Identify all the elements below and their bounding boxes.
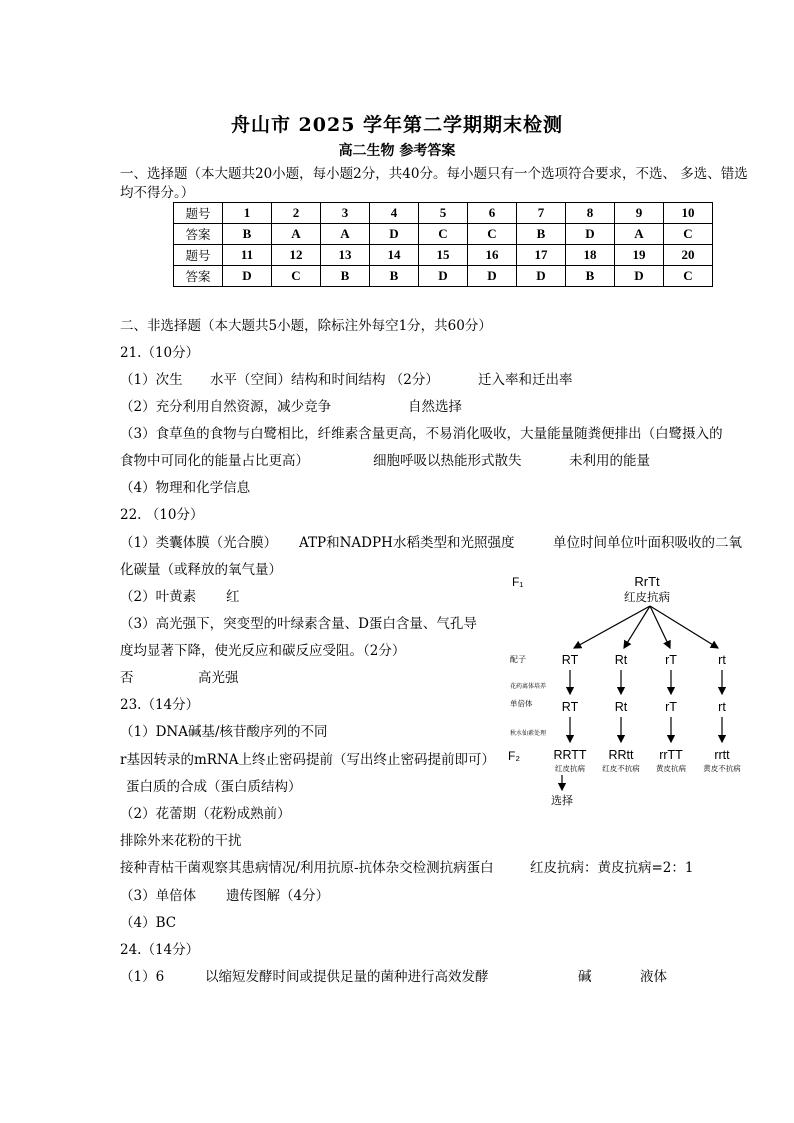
gamete-label: 配子 — [510, 655, 526, 664]
haploid: RT — [561, 700, 579, 714]
q24-title: 24.（14分） — [120, 942, 200, 958]
table-cell: 6 — [468, 203, 517, 224]
table-cell: 8 — [566, 203, 615, 224]
page-subtitle: 高二生物 参考答案 — [338, 143, 456, 159]
q22-line1c: 水稻类型和光照强度 — [393, 535, 515, 551]
table-row — [174, 203, 713, 224]
haploid-label: 单倍体 — [510, 699, 533, 708]
table-cell: D — [370, 224, 419, 245]
table-cell: 10 — [664, 203, 713, 224]
f1-label: F₁ — [512, 575, 524, 589]
table-cell: D — [419, 266, 468, 287]
q22-line2: 化碳量（或释放的氧气量） — [120, 562, 282, 578]
table-row — [174, 266, 713, 287]
q22-line6b: 高光强 — [198, 670, 239, 686]
q21-line1c: 迁入率和迁出率 — [478, 372, 573, 388]
q23-title: 23.（14分） — [120, 697, 200, 713]
q23-line6b: 红皮抗病：黄皮抗病=2：1 — [530, 860, 694, 876]
q23-line8: （4）BC — [120, 915, 177, 931]
q23-line4: （2）花蕾期（花粉成熟前） — [120, 806, 291, 822]
f2-genotype: RRtt — [608, 748, 634, 762]
q22-line3b: 红 — [226, 589, 240, 605]
q21-line2b: 自然选择 — [408, 399, 462, 415]
table-cell: D — [468, 266, 517, 287]
section2-heading: 二、非选择题（本大题共5小题，除标注外每空1分，共60分） — [120, 318, 492, 334]
f2-label: F₂ — [508, 749, 520, 763]
table-cell: 17 — [517, 245, 566, 266]
table-cell: B — [223, 224, 272, 245]
gamete: rt — [718, 653, 726, 667]
f2-phenotype: 红皮抗病 — [555, 764, 585, 773]
table-cell: 2 — [272, 203, 321, 224]
table-cell: C — [664, 224, 713, 245]
table-cell: 1 — [223, 203, 272, 224]
q22-line1d: 单位时间单位叶面积吸收的二氧 — [553, 535, 742, 551]
table-cell: C — [272, 266, 321, 287]
table-cell: 4 — [370, 203, 419, 224]
row-label: 答案 — [174, 224, 223, 245]
table-cell: D — [517, 266, 566, 287]
table-cell: 15 — [419, 245, 468, 266]
table-cell: 12 — [272, 245, 321, 266]
f2-phenotype: 黄皮抗病 — [656, 764, 686, 773]
q21-line4c: 未利用的能量 — [569, 453, 650, 469]
table-cell: 13 — [321, 245, 370, 266]
q21-line4b: 细胞呼吸以热能形式散失 — [373, 453, 522, 469]
table-cell: 14 — [370, 245, 419, 266]
table-cell: D — [566, 224, 615, 245]
table-cell: 18 — [566, 245, 615, 266]
arrow — [624, 606, 650, 648]
f2-genotype: RRTT — [553, 748, 587, 762]
table-cell: B — [566, 266, 615, 287]
section1-heading-line1: 一、选择题（本大题共20小题，每小题2分，共40分。每小题只有一个选项符合要求，不选、 多选、错选 — [120, 166, 748, 182]
f1-genotype: RrTt — [634, 574, 660, 589]
table-cell: A — [321, 224, 370, 245]
gamete: Rt — [614, 653, 628, 667]
table-cell: A — [272, 224, 321, 245]
q21-line5: （4）物理和化学信息 — [120, 480, 251, 496]
row-label: 答案 — [174, 266, 223, 287]
f2-phenotype: 红皮不抗病 — [602, 764, 640, 773]
q23-line1: （1）DNA碱基/核苷酸序列的不同 — [120, 724, 328, 740]
q21-line3: （3）食草鱼的食物与白鹭相比，纤维素含量更高，不易消化吸收，大量能量随粪便排出（白鹭摄入的 — [120, 426, 723, 442]
genetic-cross-diagram — [500, 570, 770, 815]
q22-title: 22. （10分） — [120, 507, 204, 523]
q22-line3a: （2）叶黄素 — [120, 589, 197, 605]
culture-label: 花药离体培养 — [510, 683, 547, 690]
table-cell: 7 — [517, 203, 566, 224]
arrow — [574, 606, 650, 648]
table-cell: 5 — [419, 203, 468, 224]
f1-phenotype: 红皮抗病 — [624, 590, 670, 604]
q21-line1a: （1）次生 — [120, 372, 183, 388]
table-cell: 9 — [615, 203, 664, 224]
section1-heading-line2: 均不得分。） — [120, 185, 195, 201]
f2-genotype: rrTT — [659, 748, 683, 762]
table-cell: 19 — [615, 245, 664, 266]
q23-line7a: （3）单倍体 — [120, 888, 197, 904]
treatment-label: 秋水仙素处理 — [510, 730, 547, 737]
table-cell: B — [517, 224, 566, 245]
q24-line1c: 碱 — [578, 969, 592, 985]
q22-line1a: （1）类囊体膜（光合膜） — [120, 535, 278, 551]
q22-line5: 度均显著下降，使光反应和碳反应受阻。（2分） — [120, 643, 406, 659]
q21-line1b: 水平（空间）结构和时间结构 （2分） — [210, 372, 439, 388]
row-label: 题号 — [174, 203, 223, 224]
q23-line7b: 遗传图解（4分） — [226, 888, 330, 904]
table-cell: C — [419, 224, 468, 245]
gamete: rT — [665, 653, 677, 667]
table-cell: 20 — [664, 245, 713, 266]
q21-title: 21.（10分） — [120, 345, 200, 361]
q23-line2: r基因转录的mRNA上终止密码提前（写出终止密码提前即可） — [120, 752, 495, 768]
select-label: 选择 — [551, 794, 573, 807]
table-cell: 3 — [321, 203, 370, 224]
haploid: rT — [665, 700, 677, 714]
haploid: rt — [718, 700, 726, 714]
table-cell: D — [223, 266, 272, 287]
f2-phenotype: 黄皮不抗病 — [703, 764, 741, 773]
gamete: RT — [561, 653, 579, 667]
f2-genotype: rrtt — [714, 748, 730, 762]
q21-line2a: （2）充分利用自然资源，减少竞争 — [120, 399, 332, 415]
table-cell: C — [468, 224, 517, 245]
q23-line5: 排除外来花粉的干扰 — [120, 833, 242, 849]
q24-line1a: （1）6 — [120, 969, 165, 985]
q24-line1d: 液体 — [640, 969, 667, 985]
q22-line6a: 否 — [120, 670, 134, 686]
answer-table — [173, 202, 713, 287]
page-title: 舟山市 2025 学年第二学期期末检测 — [230, 114, 564, 136]
q23-line3: 蛋白质的合成（蛋白质结构） — [126, 779, 302, 795]
q22-line1b: ATP和NADPH — [299, 535, 393, 551]
q21-line4a: 食物中可同化的能量占比更高） — [120, 453, 309, 469]
row-label: 题号 — [174, 245, 223, 266]
table-row — [174, 224, 713, 245]
table-cell: D — [615, 266, 664, 287]
table-row — [174, 245, 713, 266]
table-cell: 11 — [223, 245, 272, 266]
table-cell: C — [664, 266, 713, 287]
q22-line4: （3）高光强下，突变型的叶绿素含量、D蛋白含量、气孔导 — [120, 616, 477, 632]
table-cell: A — [615, 224, 664, 245]
table-cell: B — [321, 266, 370, 287]
haploid: Rt — [614, 700, 628, 714]
table-cell: B — [370, 266, 419, 287]
q23-line6a: 接种青枯干菌观察其患病情况/利用抗原-抗体杂交检测抗病蛋白 — [120, 860, 494, 876]
q24-line1b: 以缩短发酵时间或提供足量的菌种进行高效发酵 — [205, 969, 489, 985]
table-cell: 16 — [468, 245, 517, 266]
